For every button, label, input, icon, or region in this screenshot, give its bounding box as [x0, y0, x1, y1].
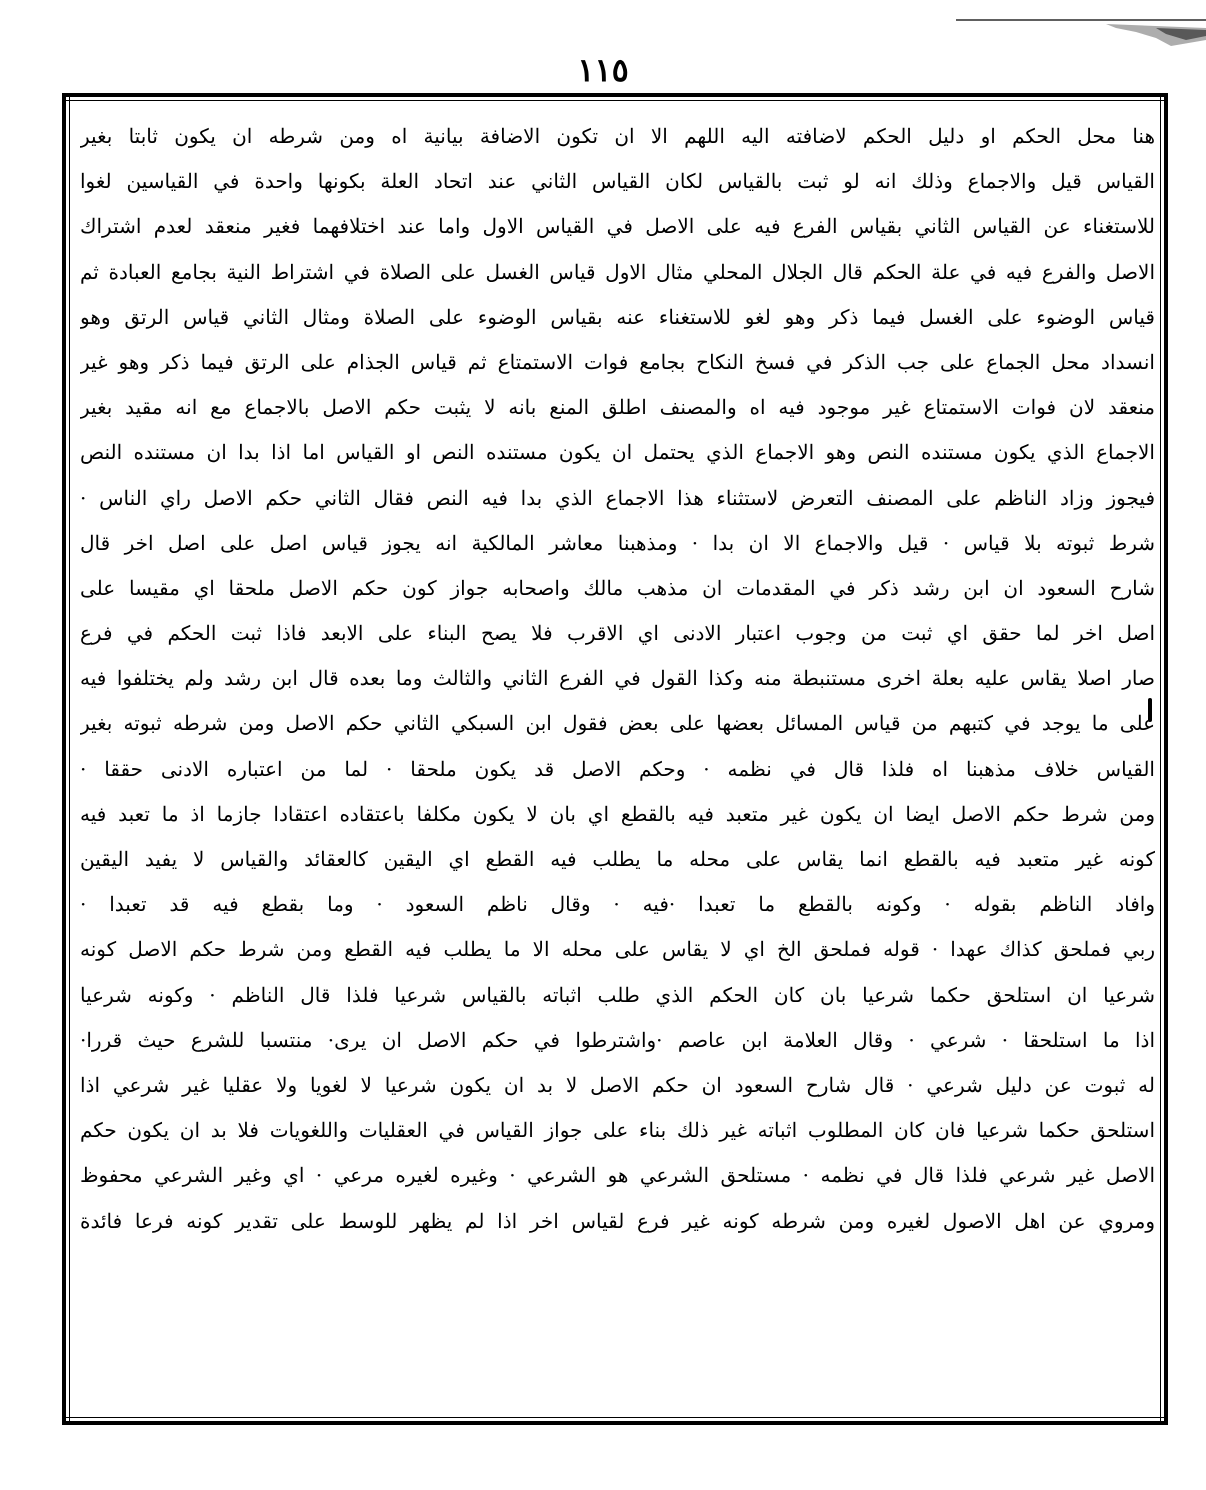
text-line: القياس قيل والاجماع وذلك انه لو ثبت بالقياس لكان القياس الثاني عند اتحاد العلة بكونها واحدة في القياسين لغوا [80, 169, 1155, 194]
text-line: على ما يوجد في كتبهم من قياس المسائل بعضها على بعض فقول ابن السبكي الثاني حكم الاصل ومن شرطه ثبوته بغير [80, 711, 1155, 736]
text-line: صار اصلا يقاس عليه بعلة اخرى مستنبطة منه وكذا القول في الفرع الثاني والثالث وما بعده قال ابن رشد ولم يختلفوا فيه [80, 666, 1155, 691]
text-line: شرط ثبوته بلا قياس · قيل والاجماع الا ان بدا · ومذهبنا معاشر المالكية انه يجوز قياس اصل على اصل اخر قال [80, 530, 1155, 555]
frame-rule-top [62, 93, 1168, 97]
text-line: ومن شرط حكم الاصل ايضا ان يكون غير متعبد فيه بالقطع اي بان لا يكون مكلفا باعتقاده اعتقادا جازما اذ ما تعبد فيه [80, 801, 1155, 826]
text-line: انسداد محل الجماع على جب الذكر في فسخ النكاح بجامع فوات الاستمتاع ثم قياس الجذام على الرتق فيما ذكر وهو غير [80, 349, 1155, 374]
frame-rule-left [62, 93, 66, 1425]
text-line: ربي فملحق كذاك عهدا · قوله فملحق الخ اي لا يقاس على محله الا ما يطلب فيه القطع ومن شرط حكم الاصل كونه [80, 937, 1155, 962]
text-line: شرعيا ان استلحق حكما شرعيا بان كان الحكم الذي طلب اثباته بالقياس شرعيا فلذا قال الناظم · وكونه شرعيا [80, 982, 1155, 1007]
text-line: للاستغناء عن القياس الثاني بقياس الفرع فيه على الاصل في القياس الاول واما عند اختلافهما فغير منعقد لعدم اشتراك [80, 214, 1155, 239]
text-line: هنا محل الحكم او دليل الحكم لاضافته اليه اللهم الا ان تكون الاضافة بيانية اه ومن شرطه ان يكون ثابتا بغير [80, 124, 1155, 148]
text-line: الاصل والفرع فيه في علة الحكم قال الجلال المحلي مثال الاول قياس الغسل على الصلاة في اشتراط النية بجامع العبادة ثم [80, 259, 1155, 284]
frame-rule-right-inner [1160, 93, 1161, 1425]
text-line: اذا ما استلحقا · شرعي · وقال العلامة ابن عاصم ·واشترطوا في حكم الاصل ان يرى· منتسبا للشرع حيث قررا· [80, 1027, 1155, 1052]
frame-rule-bottom [62, 1421, 1168, 1425]
frame-rule-left-inner [69, 93, 70, 1425]
text-line: كونه غير متعبد فيه بالقطع انما يقاس على محله ما يطلب فيه القطع اي اليقين كالعقائد والقياس لا يفيد اليقين [80, 847, 1155, 871]
text-line: الاجماع الذي يكون مستنده النص وهو الاجماع الذي يحتمل ان يكون مستنده النص او القياس اما اذا بدا ان مستنده النص [80, 440, 1155, 465]
text-line: فيجوز وزاد الناظم على المصنف التعرض لاستثناء هذا الاجماع الذي بدا فيه النص فقال الثاني حكم الاصل راي الناس · [80, 485, 1155, 510]
frame-rule-right [1164, 93, 1168, 1425]
text-line: اصل اخر لما حقق اي ثبت من وجوب اعتبار الادنى اي الاقرب فلا يصح البناء على الابعد فاذا ثبت الحكم في فرع [80, 621, 1155, 646]
text-body [80, 114, 1155, 1404]
scan-edge-artifact [956, 10, 1206, 50]
text-line: له ثبوت عن دليل شرعي · قال شارح السعود ان حكم الاصل لا بد ان يكون شرعيا لا لغويا ولا عقليا غير شرعي اذا [80, 1072, 1155, 1097]
text-line: شارح السعود ان ابن رشد ذكر في المقدمات ان مذهب مالك واصحابه جواز كون حكم الاصل ملحقا اي مقيسا على [80, 575, 1155, 600]
text-line: منعقد لان فوات الاستمتاع غير موجود فيه اه والمصنف اطلق المنع بانه لا يثبت حكم الاصل بالاجماع مع انه مقيد بغير [80, 395, 1155, 420]
frame-rule-top-inner [62, 100, 1168, 101]
text-line: القياس خلاف مذهبنا اه فلذا قال في نظمه · وحكم الاصل قد يكون ملحقا · لما من اعتباره الادنى حققا · [80, 756, 1155, 781]
text-line: الاصل غير شرعي فلذا قال في نظمه · مستلحق الشرعي هو الشرعي · وغيره لغيره مرعي · اي وغير الشرعي محفوظ [80, 1163, 1155, 1188]
page-number: ١١٥ [577, 51, 629, 89]
text-line: استلحق حكما شرعيا فان كان المطلوب اثباته غير ذلك بناء على جواز القياس في العقليات واللغويات فلا بد ان يكون حكم [80, 1118, 1155, 1143]
frame-rule-bottom-inner [62, 1417, 1168, 1418]
text-line: وافاد الناظم بقوله · وكونه بالقطع ما تعبدا ·فيه · وقال ناظم السعود · وما بقطع فيه قد تعبدا · [80, 892, 1155, 917]
text-line: ومروي عن اهل الاصول لغيره ومن شرطه كونه غير فرع لقياس اخر اذا لم يظهر للوسط على تقدير كونه فرعا فائدة [80, 1208, 1155, 1233]
text-line: قياس الوضوء على الغسل فيما ذكر وهو لغو للاستغناء عنه بقياس الوضوء على الصلاة ومثال الثاني قياس الرتق وهو [80, 304, 1155, 329]
